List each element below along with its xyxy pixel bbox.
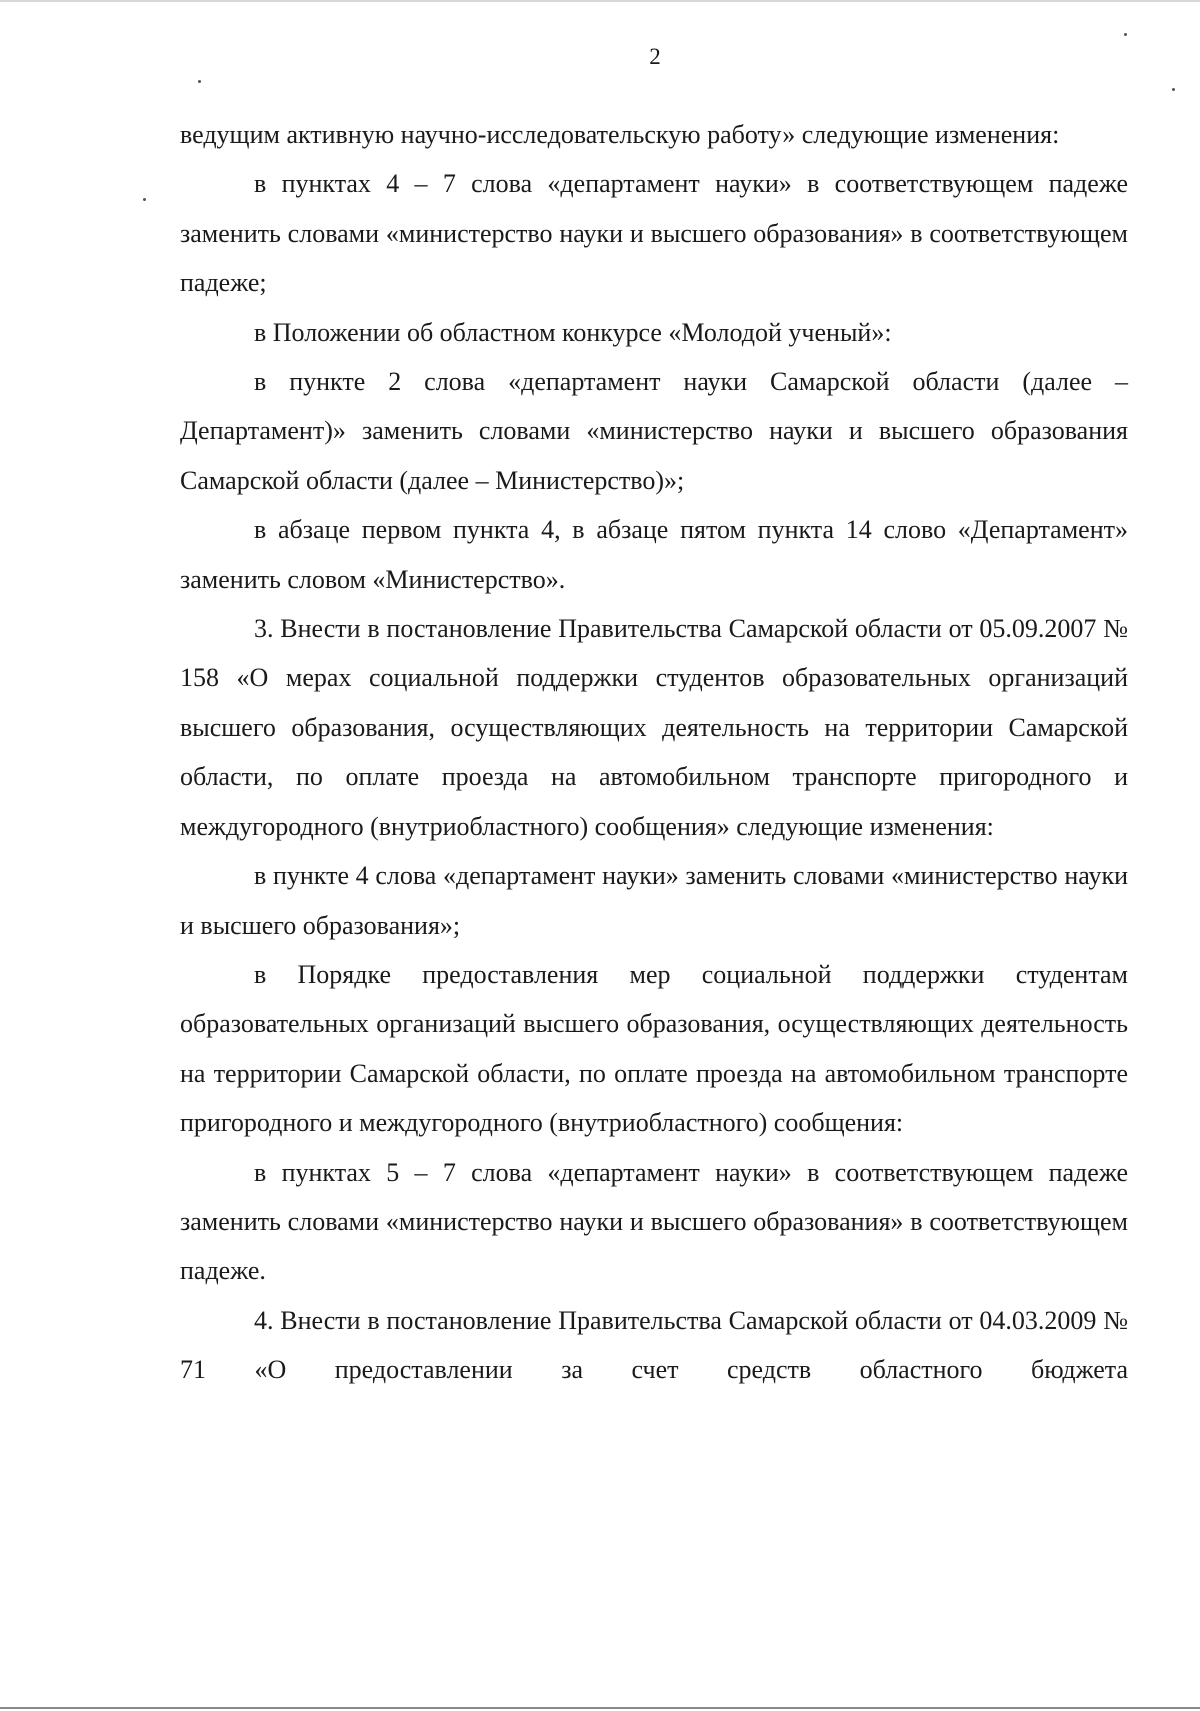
paragraph: в пунктах 5 – 7 слова «департамент науки» в соответствующем падеже заменить словами «министерство науки и высшего образования» в соответствующем падеже. — [180, 1157, 1128, 1286]
scan-speck — [1172, 88, 1175, 91]
scan-edge-top — [0, 0, 1200, 2]
scan-edge-bottom — [0, 1707, 1200, 1709]
scan-speck — [198, 80, 201, 83]
paragraph: ведущим активную научно-исследовательскую работу» следующие изменения: — [180, 120, 1060, 149]
scan-speck — [1124, 33, 1127, 36]
scan-speck — [143, 198, 146, 201]
document-body — [180, 110, 1128, 1395]
paragraph: 3. Внести в постановление Правительства Самарской области от 05.09.2007 № 158 «О мерах социальной поддержки студентов образовательных организаций высшего образования, осуществляющих деятельность на территории Самарской области, по оплате проезда на автомобильном транспорте пригородного и междугородного (внутриобластного) сообщения» следующие изменения: — [180, 614, 1128, 841]
paragraph: в абзаце первом пункта 4, в абзаце пятом пункта 14 слово «Департамент» заменить словом «Министерство». — [180, 515, 1128, 594]
paragraph: в пункте 2 слова «департамент науки Самарской области (далее – Департамент)» заменить словами «министерство науки и высшего образования Самарской области (далее – Министерство)»; — [180, 367, 1128, 495]
paragraph: 4. Внести в постановление Правительства Самарской области от 04.03.2009 № 71 «О предоставлении за счет средств областного бюджета — [180, 1305, 1128, 1385]
page-number: 2 — [649, 44, 661, 69]
paragraph: в Положении об областном конкурсе «Молодой ученый»: — [254, 317, 892, 347]
paragraph: в Порядке предоставления мер социальной поддержки студентам образовательных организаций высшего образования, осуществляющих деятельность на территории Самарской области, по оплате проезда на автомобильном транспорте пригородного и междугородного (внутриобластного) сообщения: — [180, 959, 1128, 1138]
paragraph: в пункте 4 слова «департамент науки» заменить словами «министерство науки и высшего образования»; — [180, 861, 1128, 940]
paragraph: в пунктах 4 – 7 слова «департамент науки» в соответствующем падеже заменить словами «министерство науки и высшего образования» в соответствующем падеже; — [180, 169, 1128, 298]
